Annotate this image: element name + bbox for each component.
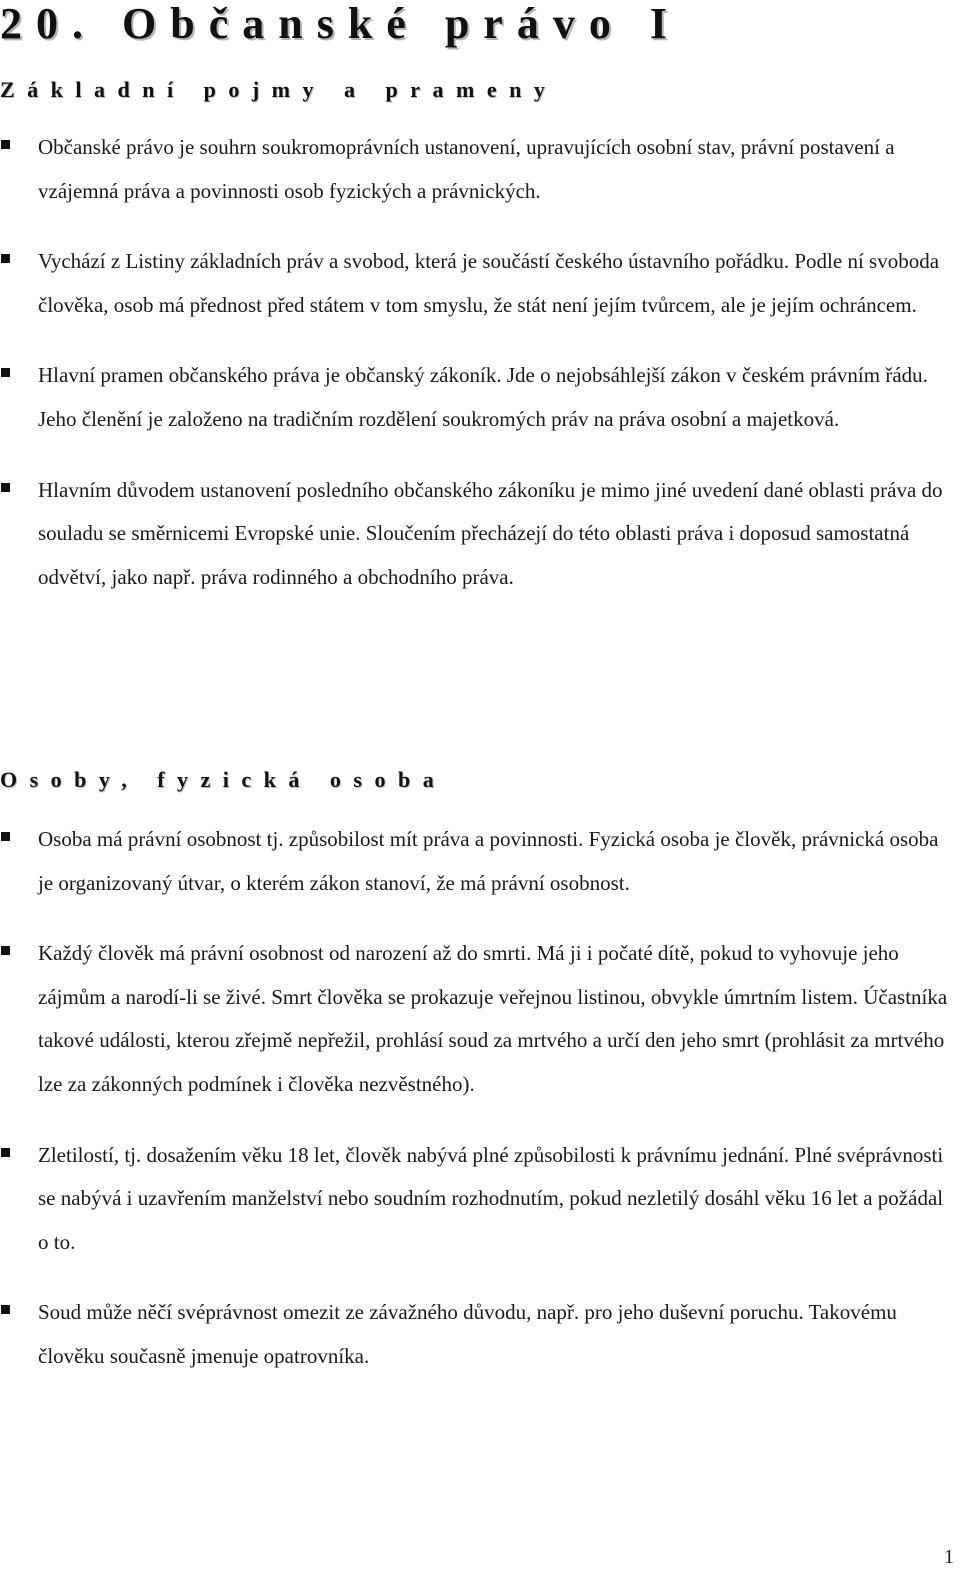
square-bullet-icon	[1, 254, 10, 263]
list-item	[0, 240, 960, 327]
list-item	[0, 818, 960, 905]
square-bullet-icon	[1, 483, 10, 492]
paragraph-text: Hlavní pramen občanského práva je občanský zákoník. Jde o nejobsáhlejší zákon v českém právním řádu. Jeho členění je založeno na tradičním rozdělení soukromých práv na práva osobní a majetková.	[38, 363, 928, 431]
square-bullet-icon	[1, 1148, 10, 1157]
square-bullet-icon	[1, 140, 10, 149]
list-item	[0, 469, 960, 600]
square-bullet-icon	[1, 1305, 10, 1314]
square-bullet-icon	[1, 832, 10, 841]
list-item	[0, 1291, 960, 1378]
paragraph-text: Každý člověk má právní osobnost od narození až do smrti. Má ji i počaté dítě, pokud to vyhovuje jeho zájmům a narodí-li se živé. Smrt člověka se prokazuje veřejnou listinou, obvykle úmrtním listem. Účastníka takové události, kterou zřejmě nepřežil, prohlásí soud za mrtvého a určí den jeho smrt (prohlásit za mrtvého lze za zákonných podmínek i člověka nezvěstného).	[38, 941, 948, 1096]
section-heading-basic-concepts: Základní pojmy a prameny	[0, 77, 558, 102]
list-item	[0, 932, 960, 1106]
paragraph-text: Zletilostí, tj. dosažením věku 18 let, člověk nabývá plné způsobilosti k právnímu jednání. Plné svéprávnosti se nabývá i uzavřením manželství nebo soudním rozhodnutím, pokud nezletilý dosáhl věku 16 let a požádal o to.	[38, 1142, 944, 1254]
page-number: 1	[944, 1546, 954, 1568]
section-heading-persons: Osoby, fyzická osoba	[0, 767, 447, 792]
bullet-list-persons	[0, 818, 960, 1379]
paragraph-text: Hlavním důvodem ustanovení posledního občanského zákoníku je mimo jiné uvedení dané oblasti práva do souladu se směrnicemi Evropské unie. Sloučením přecházejí do této oblasti práva i doposud samostatná odvětví, jako např. práva rodinného a obchodního práva.	[38, 477, 943, 589]
paragraph-text: Občanské právo je souhrn soukromoprávních ustanovení, upravujících osobní stav, právní postavení a vzájemná práva a povinnosti osob fyzických a právnických.	[38, 135, 895, 203]
bullet-list-basic-concepts	[0, 126, 960, 599]
paragraph-text: Soud může něčí svéprávnost omezit ze závažného důvodu, např. pro jeho duševní poruchu. Takovému člověku současně jmenuje opatrovníka.	[38, 1300, 897, 1368]
list-item	[0, 126, 960, 213]
square-bullet-icon	[1, 946, 10, 955]
document-title: 20. Občanské právo I	[0, 0, 681, 48]
square-bullet-icon	[1, 368, 10, 377]
list-item	[0, 1134, 960, 1265]
list-item	[0, 354, 960, 441]
paragraph-text: Osoba má právní osobnost tj. způsobilost mít práva a povinnosti. Fyzická osoba je člověk, právnická osoba je organizovaný útvar, o kterém zákon stanoví, že má právní osobnost.	[38, 827, 939, 895]
paragraph-text: Vychází z Listiny základních práv a svobod, která je součástí českého ústavního pořádku. Podle ní svoboda člověka, osob má přednost před státem v tom smyslu, že stát není jejím tvůrcem, ale je jejím ochráncem.	[38, 249, 940, 317]
